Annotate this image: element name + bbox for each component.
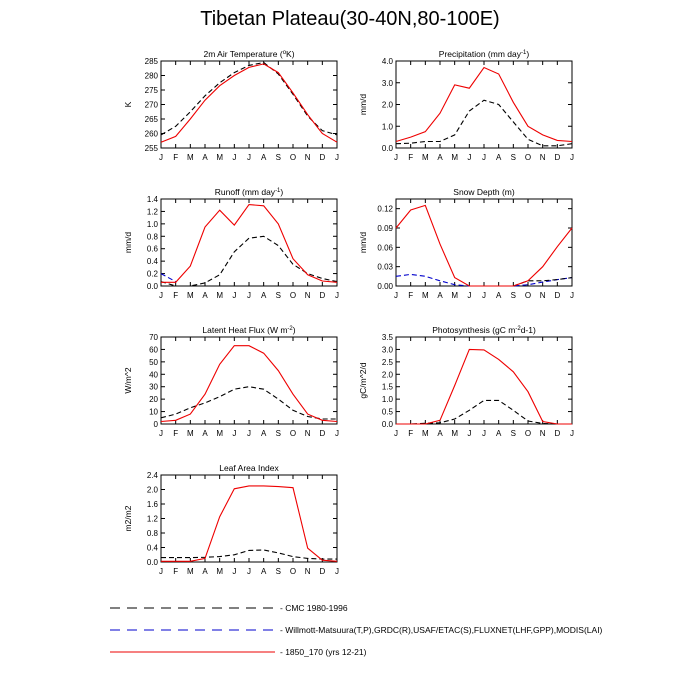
x-tick-label: J: [394, 429, 398, 438]
series-line: [161, 346, 337, 422]
plot-frame: [396, 61, 572, 148]
x-tick-label: J: [232, 567, 237, 576]
x-tick-label: M: [216, 429, 224, 438]
x-tick-label: S: [275, 153, 282, 162]
x-tick-label: F: [173, 153, 179, 162]
x-tick-label: J: [159, 567, 163, 576]
x-tick-label: J: [482, 429, 486, 438]
x-tick-label: S: [275, 567, 282, 576]
x-tick-label: D: [319, 567, 326, 576]
legend-label: - Willmott-Matsuura(T,P),GRDC(R),USAF/ETAC(S),FLUXNET(LHF,GPP),MODIS(LAI): [280, 625, 603, 635]
y-axis-label: W/m^2: [123, 367, 133, 394]
y-tick-label: 40: [149, 370, 158, 380]
x-tick-label: A: [437, 429, 443, 438]
y-axis-label: mm/d: [358, 93, 368, 116]
x-tick-label: N: [539, 153, 546, 162]
panel-title-sup: o: [282, 50, 287, 56]
x-tick-label: J: [247, 153, 251, 162]
y-tick-label: 0.0: [146, 282, 158, 291]
x-tick-label: N: [304, 153, 311, 162]
x-tick-label: J: [482, 153, 486, 162]
y-tick-label: 30: [149, 382, 158, 392]
x-tick-label: O: [289, 429, 297, 438]
panel-title: [439, 49, 530, 59]
legend: [110, 603, 603, 657]
y-tick-label: 2.0: [146, 485, 158, 495]
x-tick-label: N: [304, 429, 311, 438]
y-tick-label: 1.0: [381, 395, 393, 405]
y-tick-label: 3.0: [381, 345, 393, 355]
x-tick-label: O: [289, 153, 297, 162]
x-tick-label: M: [421, 291, 429, 300]
y-tick-label: 0.8: [146, 529, 158, 538]
legend-label: - CMC 1980-1996: [280, 603, 348, 613]
y-tick-label: 0.5: [381, 407, 393, 417]
x-tick-label: J: [570, 153, 574, 162]
y-tick-label: 0.06: [377, 243, 393, 253]
x-tick-label: S: [275, 291, 282, 300]
x-tick-label: A: [202, 429, 208, 438]
panel-title-main: Runoff (mm day: [214, 187, 276, 197]
x-tick-label: M: [421, 429, 429, 438]
x-tick-label: N: [539, 291, 546, 300]
x-tick-label: O: [289, 567, 297, 576]
x-tick-label: S: [510, 291, 517, 300]
y-axis-label: mm/d: [123, 231, 133, 254]
x-tick-label: J: [467, 153, 472, 162]
x-tick-label: J: [232, 429, 237, 438]
x-tick-label: N: [539, 429, 546, 438]
x-tick-label: D: [319, 153, 326, 162]
x-tick-label: J: [247, 567, 251, 576]
y-tick-label: 2.0: [381, 370, 393, 380]
y-tick-label: 0.09: [377, 224, 393, 233]
y-tick-label: 1.2: [146, 207, 158, 217]
y-tick-label: 4.0: [381, 57, 393, 66]
y-tick-label: 3.5: [381, 333, 393, 342]
panel-title-main: Precipitation (mm day: [438, 49, 522, 59]
y-tick-label: 20: [149, 395, 158, 405]
x-tick-label: J: [247, 429, 251, 438]
y-tick-label: 0.12: [377, 204, 393, 214]
y-axis-label: gC/m^2/d: [358, 362, 368, 399]
y-tick-label: 0.0: [146, 558, 158, 567]
x-tick-label: D: [319, 429, 326, 438]
y-tick-label: 0.0: [381, 144, 393, 153]
x-tick-label: A: [202, 567, 208, 576]
x-tick-label: M: [186, 291, 194, 300]
y-tick-label: 280: [144, 71, 158, 81]
x-tick-label: J: [159, 153, 163, 162]
panel-lai: [123, 463, 339, 576]
series-line: [396, 349, 572, 424]
y-tick-label: 275: [144, 86, 158, 95]
x-tick-label: A: [495, 291, 502, 300]
y-tick-label: 255: [144, 144, 158, 153]
y-tick-label: 1.2: [146, 514, 158, 524]
figure-title: Tibetan Plateau(30-40N,80-100E): [200, 8, 500, 30]
x-tick-label: O: [524, 153, 532, 162]
x-tick-label: O: [524, 291, 532, 300]
y-tick-label: 50: [149, 357, 158, 367]
x-tick-label: J: [570, 291, 574, 300]
x-tick-label: N: [304, 291, 311, 300]
x-tick-label: F: [173, 291, 179, 300]
y-tick-label: 0.2: [146, 269, 158, 279]
x-tick-label: J: [247, 291, 251, 300]
x-tick-label: A: [260, 567, 267, 576]
panel-title-suffix: d-1): [520, 325, 536, 335]
y-tick-label: 0.0: [381, 420, 393, 429]
x-tick-label: A: [260, 429, 267, 438]
y-tick-label: 0.03: [377, 262, 393, 272]
x-tick-label: A: [260, 153, 267, 162]
y-tick-label: 0.4: [146, 543, 158, 553]
x-tick-label: M: [451, 429, 459, 438]
x-tick-label: J: [467, 429, 472, 438]
x-tick-label: A: [495, 429, 502, 438]
x-tick-label: M: [186, 429, 194, 438]
series-line: [161, 205, 337, 283]
x-tick-label: O: [524, 429, 532, 438]
x-tick-label: S: [275, 429, 282, 438]
x-tick-label: J: [335, 429, 339, 438]
x-tick-label: A: [202, 153, 208, 162]
x-tick-label: J: [232, 153, 237, 162]
series-line: [161, 387, 337, 419]
y-tick-label: 0.8: [146, 232, 158, 242]
x-tick-label: J: [394, 291, 398, 300]
panel-title: [453, 187, 515, 197]
series-line: [396, 100, 572, 146]
x-tick-label: A: [437, 291, 443, 300]
series-line: [161, 236, 337, 286]
y-tick-label: 2.5: [381, 357, 393, 367]
panel-title: [215, 187, 284, 197]
x-tick-label: J: [467, 291, 472, 300]
panel-title-suffix: K): [286, 49, 295, 59]
y-tick-label: 1.0: [146, 219, 158, 229]
x-tick-label: J: [570, 429, 574, 438]
panel-lhf: [123, 325, 339, 438]
series-line: [396, 68, 572, 142]
panel-precip: [358, 49, 574, 162]
x-tick-label: A: [260, 291, 267, 300]
x-tick-label: M: [421, 153, 429, 162]
panel-title: [202, 325, 295, 335]
panel-title-sup: -2: [515, 326, 521, 332]
panel-title-suffix: ): [280, 187, 284, 197]
x-tick-label: D: [319, 291, 326, 300]
series-line: [161, 64, 337, 142]
x-tick-label: S: [510, 153, 517, 162]
panel-title-main: 2m Air Temperature (: [203, 49, 283, 59]
panel-title-suffix: ): [526, 49, 530, 59]
y-tick-label: 285: [144, 57, 158, 66]
panel-title-sup: -1: [275, 188, 281, 194]
x-tick-label: F: [173, 567, 179, 576]
panel-title-main: Latent Heat Flux (W m: [202, 325, 288, 335]
plot-frame: [396, 199, 572, 286]
x-tick-label: A: [495, 153, 502, 162]
x-tick-label: N: [304, 567, 311, 576]
series-line: [161, 274, 176, 282]
panel-runoff: [123, 187, 339, 300]
y-axis-label: mm/d: [358, 231, 368, 254]
x-tick-label: A: [437, 153, 443, 162]
plot-frame: [161, 337, 337, 424]
series-line: [161, 550, 337, 559]
y-axis-label: K: [123, 101, 133, 108]
panel-title: [203, 49, 294, 59]
panel-title-suffix: ): [292, 325, 296, 335]
x-tick-label: J: [394, 153, 398, 162]
panel-title: [432, 325, 536, 335]
x-tick-label: M: [451, 153, 459, 162]
series-line: [396, 205, 572, 286]
panel-title-sup: -2: [287, 326, 293, 332]
x-tick-label: M: [216, 567, 224, 576]
x-tick-label: F: [408, 291, 414, 300]
plot-frame: [161, 475, 337, 562]
y-tick-label: 3.0: [381, 78, 393, 88]
x-tick-label: F: [173, 429, 179, 438]
x-tick-label: D: [554, 429, 561, 438]
x-tick-label: O: [289, 291, 297, 300]
x-tick-label: M: [186, 153, 194, 162]
y-tick-label: 1.6: [146, 500, 158, 509]
y-tick-label: 0: [153, 420, 158, 429]
panel-title-main: Snow Depth (m): [453, 187, 515, 197]
plot-frame: [161, 199, 337, 286]
x-tick-label: J: [335, 153, 339, 162]
x-tick-label: S: [510, 429, 517, 438]
y-tick-label: 10: [149, 407, 158, 417]
y-tick-label: 1.5: [381, 382, 393, 392]
x-tick-label: J: [335, 567, 339, 576]
x-tick-label: J: [482, 291, 486, 300]
panel-title: [219, 463, 279, 473]
legend-label: - 1850_170 (yrs 12-21): [280, 647, 367, 657]
y-tick-label: 260: [144, 129, 158, 139]
y-tick-label: 1.4: [146, 195, 158, 204]
panel-title-sup: -1: [521, 50, 527, 56]
x-tick-label: D: [554, 291, 561, 300]
x-tick-label: M: [216, 291, 224, 300]
y-tick-label: 270: [144, 100, 158, 110]
panel-title-main: Leaf Area Index: [219, 463, 279, 473]
y-tick-label: 0.6: [146, 244, 158, 254]
x-tick-label: J: [159, 291, 163, 300]
y-tick-label: 2.0: [381, 100, 393, 110]
x-tick-label: F: [408, 429, 414, 438]
panel-snow: [358, 187, 574, 300]
y-axis-label: m2/m2: [123, 505, 133, 532]
x-tick-label: D: [554, 153, 561, 162]
y-tick-label: 0.00: [377, 282, 393, 291]
x-tick-label: M: [186, 567, 194, 576]
x-tick-label: J: [335, 291, 339, 300]
y-tick-label: 2.4: [146, 471, 158, 480]
plot-frame: [161, 61, 337, 148]
y-tick-label: 1.0: [381, 122, 393, 132]
panel-t2m: [123, 49, 339, 162]
y-tick-label: 60: [149, 345, 158, 355]
x-tick-label: A: [202, 291, 208, 300]
panel-gpp: [358, 325, 574, 438]
x-tick-label: F: [408, 153, 414, 162]
x-tick-label: M: [216, 153, 224, 162]
y-tick-label: 70: [149, 333, 158, 342]
series-line: [161, 63, 337, 135]
x-tick-label: J: [232, 291, 237, 300]
x-tick-label: J: [159, 429, 163, 438]
panel-title-main: Photosynthesis (gC m: [432, 325, 516, 335]
y-tick-label: 0.4: [146, 257, 158, 267]
y-tick-label: 265: [144, 115, 158, 124]
x-tick-label: M: [451, 291, 459, 300]
